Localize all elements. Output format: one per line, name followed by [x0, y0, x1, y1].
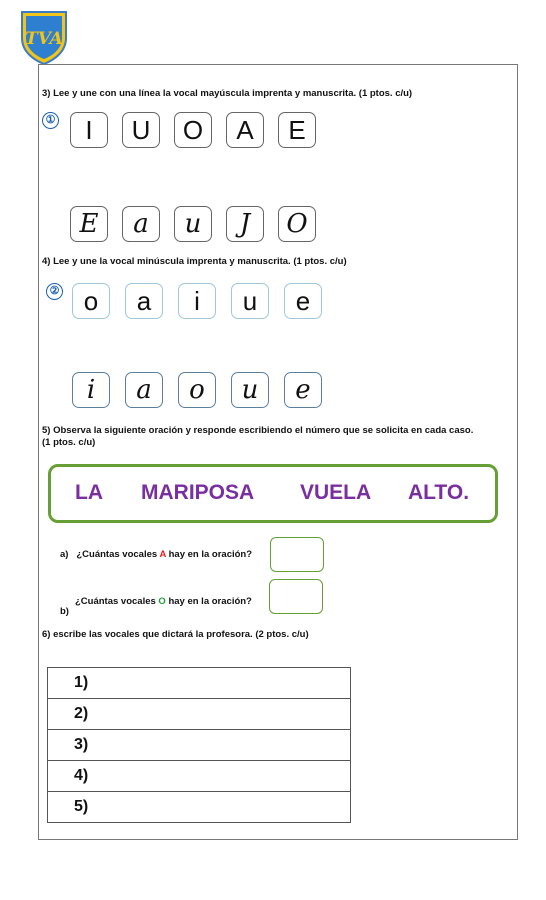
table-row[interactable] — [48, 761, 351, 792]
logo-letters: TVA — [25, 29, 63, 49]
script-letter-box[interactable]: J — [226, 206, 264, 242]
sub-text: ¿Cuántas vocales — [76, 549, 160, 560]
question-6-prompt: 6) escribe las vocales que dictará la profesora. (2 ptos. c/u) — [42, 629, 309, 640]
dictation-table — [47, 667, 351, 823]
sub-marker: a) — [60, 549, 69, 560]
print-letter-box[interactable]: I — [70, 112, 108, 148]
print-lowercase-row — [72, 283, 322, 319]
print-letter-box[interactable]: e — [284, 283, 322, 319]
exercise-2-badge: ② — [46, 283, 63, 300]
print-letter-box[interactable]: u — [231, 283, 269, 319]
sub-text: hay en la oración? — [165, 549, 253, 560]
row-number: 4) — [48, 761, 351, 792]
table-row[interactable] — [48, 668, 351, 699]
answer-box-a[interactable] — [270, 537, 324, 572]
sentence-word: VUELA — [300, 481, 372, 504]
print-letter-box[interactable]: A — [226, 112, 264, 148]
script-lowercase-row — [72, 372, 322, 408]
script-letter-box[interactable]: i — [72, 372, 110, 408]
row-number: 3) — [48, 730, 351, 761]
question-5-points: (1 ptos. c/u) — [42, 437, 96, 448]
question-5a — [60, 549, 252, 560]
print-letter-box[interactable]: E — [278, 112, 316, 148]
print-letter-box[interactable]: i — [178, 283, 216, 319]
answer-box-b[interactable] — [269, 579, 323, 614]
highlight-letter-a: A — [159, 549, 166, 560]
row-number: 2) — [48, 699, 351, 730]
question-5b — [75, 596, 252, 607]
sub-text: ¿Cuántas vocales — [75, 596, 159, 607]
table-row[interactable] — [48, 699, 351, 730]
print-letter-box[interactable]: U — [122, 112, 160, 148]
school-crest-icon — [18, 8, 70, 66]
question-3-prompt: 3) Lee y une con una línea la vocal mayúscula imprenta y manuscrita. (1 ptos. c/u) — [42, 88, 413, 99]
highlight-letter-o: O — [158, 596, 166, 607]
sub-text: hay en la oración? — [165, 596, 252, 607]
sentence-word: ALTO. — [408, 481, 470, 504]
script-letter-box[interactable]: O — [278, 206, 316, 242]
script-letter-box[interactable]: e — [284, 372, 322, 408]
exercise-1-badge: ① — [42, 112, 59, 129]
script-letter-box[interactable]: a — [125, 372, 163, 408]
script-uppercase-row — [70, 206, 316, 242]
print-uppercase-row — [70, 112, 316, 148]
script-letter-box[interactable]: o — [178, 372, 216, 408]
row-number: 1) — [48, 668, 351, 699]
table-row[interactable] — [48, 730, 351, 761]
sentence-word: LA — [75, 481, 103, 504]
row-number: 5) — [48, 792, 351, 823]
script-letter-box[interactable]: E — [70, 206, 108, 242]
print-letter-box[interactable]: o — [72, 283, 110, 319]
script-letter-box[interactable]: a — [122, 206, 160, 242]
sub-marker: b) — [60, 606, 69, 617]
sentence-word: MARIPOSA — [141, 481, 255, 504]
print-letter-box[interactable]: a — [125, 283, 163, 319]
script-letter-box[interactable]: u — [231, 372, 269, 408]
print-letter-box[interactable]: O — [174, 112, 212, 148]
question-5-prompt: 5) Observa la siguiente oración y responde escribiendo el número que se solicita en cada caso. — [42, 425, 474, 436]
table-row[interactable] — [48, 792, 351, 823]
question-4-prompt: 4) Lee y une la vocal minúscula imprenta y manuscrita. (1 ptos. c/u) — [42, 256, 347, 267]
script-letter-box[interactable]: u — [174, 206, 212, 242]
